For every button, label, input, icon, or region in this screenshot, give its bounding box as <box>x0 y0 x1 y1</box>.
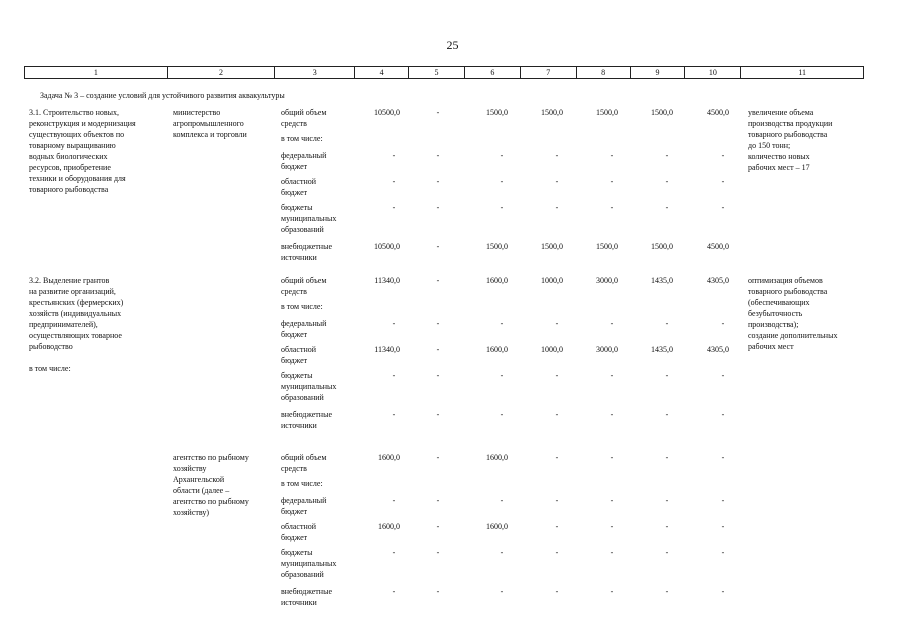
executor-line: хозяйству <box>173 464 207 473</box>
funding-source-label: бюджет <box>281 507 308 516</box>
amount-value: 4500,0 <box>707 108 729 117</box>
empty-value: - <box>610 548 614 557</box>
amount-value: 10500,0 <box>374 108 400 117</box>
activity-title-line: крестьянских (фермерских) <box>29 298 124 307</box>
activity-title-line: предпринимателей), <box>29 320 98 329</box>
empty-value: - <box>665 177 669 186</box>
empty-value: - <box>610 151 614 160</box>
activity-title-line: хозяйств (индивидуальных <box>29 309 122 318</box>
empty-value: - <box>610 203 614 212</box>
column-header-1: 1 <box>93 68 98 77</box>
funding-source-label: средств <box>281 119 307 128</box>
empty-value: - <box>500 548 504 557</box>
empty-value: - <box>610 177 614 186</box>
column-header-2: 2 <box>167 67 275 78</box>
empty-value: - <box>721 522 725 531</box>
funding-source-label: в том числе: <box>281 479 323 488</box>
activity-title-line: техники и оборудования для <box>29 174 126 183</box>
amount-value: 1500,0 <box>486 108 508 117</box>
empty-value: - <box>436 319 440 328</box>
empty-value: - <box>610 371 614 380</box>
amount-value: 1600,0 <box>486 276 508 285</box>
funding-source-label: бюджет <box>281 533 308 542</box>
executor-line: Архангельской <box>173 475 225 484</box>
empty-value: - <box>721 151 725 160</box>
empty-value: - <box>392 548 396 557</box>
amount-value: 1435,0 <box>651 276 673 285</box>
empty-value: - <box>555 548 559 557</box>
empty-value: - <box>392 151 396 160</box>
activity-title-line: реконструкция и модернизация <box>29 119 136 128</box>
empty-value: - <box>665 453 669 462</box>
empty-value: - <box>665 496 669 505</box>
funding-source-label: общий объем <box>281 276 327 285</box>
executor-line: агропромышленного <box>173 119 244 128</box>
amount-value: 3000,0 <box>596 345 618 354</box>
funding-source-label: бюджет <box>281 330 308 339</box>
empty-value: - <box>436 276 440 285</box>
outcome-line: товарного рыбоводства <box>748 130 828 139</box>
activity-title-line: на развитие организаций, <box>29 287 116 296</box>
funding-source-label: областной <box>281 522 317 531</box>
amount-value: 1500,0 <box>486 242 508 251</box>
outcome-line: (обеспечивающих <box>748 298 810 307</box>
funding-source-label: муниципальных <box>281 559 337 568</box>
column-header-10: 10 <box>684 67 740 78</box>
funding-source-label: внебюджетные <box>281 242 332 251</box>
amount-value: 1600,0 <box>486 345 508 354</box>
activity-title-line: товарного рыбоводства <box>29 185 109 194</box>
amount-value: 11340,0 <box>374 345 400 354</box>
funding-source-label: в том числе: <box>281 134 323 143</box>
column-header-8: 8 <box>576 67 630 78</box>
empty-value: - <box>555 496 559 505</box>
outcome-line: создание дополнительных <box>748 331 838 340</box>
amount-value: 11340,0 <box>374 276 400 285</box>
executor-line: комплекса и торговли <box>173 130 247 139</box>
executor-line: агентство по рыбному <box>173 497 249 506</box>
empty-value: - <box>555 177 559 186</box>
empty-value: - <box>665 151 669 160</box>
activity-title-line: 3.1. Строительство новых, <box>29 108 119 117</box>
empty-value: - <box>392 203 396 212</box>
outcome-line: безубыточность <box>748 309 803 318</box>
empty-value: - <box>610 453 614 462</box>
page-number: 25 <box>446 38 459 52</box>
executor-line: области (далее – <box>173 486 230 495</box>
empty-value: - <box>500 410 504 419</box>
empty-value: - <box>436 522 440 531</box>
empty-value: - <box>665 371 669 380</box>
activity-title-line: водных биологических <box>29 152 108 161</box>
funding-source-label: образований <box>281 570 324 579</box>
amount-value: 1500,0 <box>596 242 618 251</box>
empty-value: - <box>555 371 559 380</box>
activity-title-line: ресурсов, приобретение <box>29 163 111 172</box>
amount-value: 1500,0 <box>651 242 673 251</box>
activity-subtitle: в том числе: <box>29 364 71 373</box>
column-header-9: 9 <box>630 67 685 78</box>
funding-source-label: областной <box>281 345 317 354</box>
activity-title-line: осуществляющих товарное <box>29 331 122 340</box>
empty-value: - <box>610 410 614 419</box>
empty-value: - <box>665 522 669 531</box>
column-header-5: 5 <box>408 67 464 78</box>
empty-value: - <box>436 496 440 505</box>
funding-source-label: средств <box>281 287 307 296</box>
amount-value: 1000,0 <box>541 345 563 354</box>
executor-line: министерство <box>173 108 221 117</box>
empty-value: - <box>721 177 725 186</box>
empty-value: - <box>721 410 725 419</box>
amount-value: 10500,0 <box>374 242 400 251</box>
empty-value: - <box>610 319 614 328</box>
empty-value: - <box>500 177 504 186</box>
empty-value: - <box>555 587 559 596</box>
empty-value: - <box>436 242 440 251</box>
funding-source-label: внебюджетные <box>281 410 332 419</box>
empty-value: - <box>392 587 396 596</box>
empty-value: - <box>555 203 559 212</box>
empty-value: - <box>500 371 504 380</box>
column-number-header <box>24 66 864 79</box>
funding-source-label: областной <box>281 177 317 186</box>
empty-value: - <box>721 319 725 328</box>
funding-source-label: федеральный <box>281 496 327 505</box>
empty-value: - <box>555 522 559 531</box>
empty-value: - <box>721 548 725 557</box>
empty-value: - <box>436 108 440 117</box>
empty-value: - <box>555 319 559 328</box>
outcome-line: рабочих мест – 17 <box>748 163 810 172</box>
column-header-7: 7 <box>520 67 576 78</box>
amount-value: 1600,0 <box>378 522 400 531</box>
outcome-line: увеличение объема <box>748 108 814 117</box>
empty-value: - <box>665 587 669 596</box>
funding-source-label: образований <box>281 393 324 402</box>
empty-value: - <box>436 151 440 160</box>
outcome-line: производства продукции <box>748 119 833 128</box>
amount-value: 1000,0 <box>541 276 563 285</box>
funding-source-label: федеральный <box>281 319 327 328</box>
empty-value: - <box>436 548 440 557</box>
empty-value: - <box>500 587 504 596</box>
amount-value: 1500,0 <box>651 108 673 117</box>
empty-value: - <box>610 587 614 596</box>
funding-source-label: внебюджетные <box>281 587 332 596</box>
empty-value: - <box>500 203 504 212</box>
empty-value: - <box>665 319 669 328</box>
empty-value: - <box>721 371 725 380</box>
empty-value: - <box>392 496 396 505</box>
empty-value: - <box>721 203 725 212</box>
activity-title-line: рыбоводство <box>29 342 73 351</box>
amount-value: 1600,0 <box>378 453 400 462</box>
column-header-4: 4 <box>354 67 408 78</box>
empty-value: - <box>436 177 440 186</box>
funding-source-label: бюджеты <box>281 371 313 380</box>
executor-line: агентство по рыбному <box>173 453 249 462</box>
amount-value: 4305,0 <box>707 345 729 354</box>
funding-source-label: источники <box>281 598 317 607</box>
amount-value: 1435,0 <box>651 345 673 354</box>
empty-value: - <box>436 453 440 462</box>
column-header-3: 3 <box>274 67 354 78</box>
outcome-line: товарного рыбоводства <box>748 287 828 296</box>
empty-value: - <box>436 203 440 212</box>
amount-value: 4305,0 <box>707 276 729 285</box>
amount-value: 1500,0 <box>596 108 618 117</box>
amount-value: 1600,0 <box>486 522 508 531</box>
empty-value: - <box>721 587 725 596</box>
funding-source-label: источники <box>281 421 317 430</box>
outcome-line: рабочих мест <box>748 342 794 351</box>
empty-value: - <box>665 203 669 212</box>
empty-value: - <box>392 410 396 419</box>
executor-line: хозяйству) <box>173 508 210 517</box>
funding-source-label: в том числе: <box>281 302 323 311</box>
funding-source-label: муниципальных <box>281 382 337 391</box>
empty-value: - <box>436 410 440 419</box>
funding-source-label: источники <box>281 253 317 262</box>
outcome-line: оптимизация объемов <box>748 276 823 285</box>
empty-value: - <box>610 522 614 531</box>
funding-source-label: средств <box>281 464 307 473</box>
column-header-11: 11 <box>740 67 863 78</box>
column-header-6: 6 <box>464 67 520 78</box>
empty-value: - <box>555 453 559 462</box>
empty-value: - <box>665 548 669 557</box>
funding-source-label: бюджеты <box>281 548 313 557</box>
funding-source-label: общий объем <box>281 108 327 117</box>
outcome-line: до 150 тонн; <box>748 141 791 150</box>
empty-value: - <box>500 319 504 328</box>
amount-value: 1500,0 <box>541 108 563 117</box>
funding-source-label: муниципальных <box>281 214 337 223</box>
empty-value: - <box>610 496 614 505</box>
funding-source-label: бюджет <box>281 162 308 171</box>
empty-value: - <box>721 453 725 462</box>
outcome-line: производства); <box>748 320 799 329</box>
empty-value: - <box>500 496 504 505</box>
empty-value: - <box>555 151 559 160</box>
funding-source-label: бюджет <box>281 356 308 365</box>
empty-value: - <box>665 410 669 419</box>
funding-source-label: образований <box>281 225 324 234</box>
activity-title-line: товарному выращиванию <box>29 141 116 150</box>
empty-value: - <box>392 319 396 328</box>
funding-source-label: федеральный <box>281 151 327 160</box>
amount-value: 3000,0 <box>596 276 618 285</box>
empty-value: - <box>500 151 504 160</box>
funding-source-label: бюджет <box>281 188 308 197</box>
funding-source-label: общий объем <box>281 453 327 462</box>
task-title: Задача № 3 – создание условий для устойчивого развития аквакультуры <box>40 91 285 100</box>
amount-value: 4500,0 <box>707 242 729 251</box>
empty-value: - <box>392 177 396 186</box>
activity-title-line: существующих объектов по <box>29 130 125 139</box>
outcome-line: количество новых <box>748 152 810 161</box>
empty-value: - <box>392 371 396 380</box>
funding-source-label: бюджеты <box>281 203 313 212</box>
empty-value: - <box>436 587 440 596</box>
empty-value: - <box>555 410 559 419</box>
amount-value: 1500,0 <box>541 242 563 251</box>
amount-value: 1600,0 <box>486 453 508 462</box>
activity-title-line: 3.2. Выделение грантов <box>29 276 110 285</box>
empty-value: - <box>436 345 440 354</box>
empty-value: - <box>436 371 440 380</box>
empty-value: - <box>721 496 725 505</box>
